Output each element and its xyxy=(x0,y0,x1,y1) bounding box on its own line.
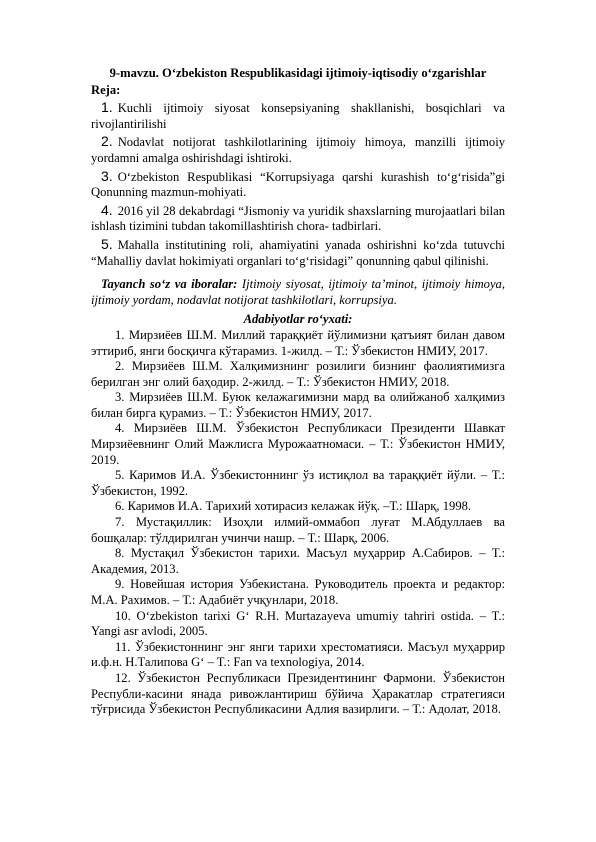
plan-item-text: Nodavlat notijorat tashkilotlarining ijtimoiy himoya, manzilli ijtimoiy yordamni amalga oshirishdagi ishtiroki. xyxy=(91,135,505,165)
plan-item xyxy=(91,169,505,201)
reference-item: 11. Ўзбекистоннинг энг янги тарихи хрестоматияси. Масъул муҳаррир и.ф.н. Н.Талипова G‘ – T.: Fan va texnologiya, 2014. xyxy=(91,639,505,670)
references-heading: Adabiyotlar ro‘yxati: xyxy=(243,312,353,327)
reference-item: 2. Мирзиёев Ш.М. Халқимизнинг розилиги бизнинг фаолиятимизга берилган энг олий баҳодир. 2-жилд. – Т.: Ўзбекистон НМИУ, 2018. xyxy=(91,359,505,389)
reference-item: 1. Мирзиёев Ш.М. Миллий тараққиёт йўлимизни қатъият билан давом эттириб, янги босқичга кўтарамиз. 1-жилд. – Т.: Ўзбекистон НМИУ, 2017. xyxy=(91,327,505,358)
plan-item-number: 5. xyxy=(101,235,113,252)
plan-item xyxy=(91,100,505,132)
plan-item xyxy=(91,134,505,166)
plan-item xyxy=(91,203,505,235)
plan-item-number: 4. xyxy=(101,201,113,218)
keywords-label: Tayanch so‘z va iboralar: xyxy=(101,277,238,292)
page-title: 9-mavzu. O‘zbekiston Respublikasidagi ijtimoiy-iqtisodiy o‘zgarishlar xyxy=(109,66,487,80)
reference-item: 3. Мирзиёев Ш.М. Буюк келажагимизни мард ва олийжаноб халқимиз билан бирга қурамиз. – Т.: Ўзбекистон НМИУ, 2017. xyxy=(91,390,505,420)
plan-item-text: Mahalla institutining roli, ahamiyatini yanada oshirishni ko‘zda tutuvchi “Mahalliy davlat hokimiyati organlari to‘g‘risidagi” qonunning qabul qilinishi. xyxy=(91,237,505,268)
plan-item xyxy=(91,237,505,269)
plan-item-number: 3. xyxy=(101,167,113,184)
plan-item-number: 1. xyxy=(101,99,113,116)
keywords-paragraph xyxy=(91,277,505,308)
reference-item: 4. Мирзиёев Ш.М. Ўзбекистон Республикаси Президенти Шавкат Мирзиёевнинг Олий Мажлисга Мурожаатномаси. – Т.: Ўзбекистон НМИУ, 2019. xyxy=(91,421,505,467)
plan-item-number: 2. xyxy=(101,133,113,150)
keywords-text: Ijtimoiy siyosat, ijtimoiy ta’minot, ijtimoiy himoya, ijtimoiy yordam, nodavlat notijorat tashkilotlari, korrupsiya. xyxy=(91,277,506,307)
references-list xyxy=(91,328,505,718)
plan-item-text: O‘zbekiston Respublikasi “Korrupsiyaga qarshi kurashish to‘g‘risida”gi Qonunning mazmun-mohiyati. xyxy=(91,169,505,200)
plan-item-text: 2016 yil 28 dekabrdagi “Jismoniy va yuridik shaxslarning murojaatlari bilan ishlash tizimini tubdan takomillashtirish chora- tadbirlari. xyxy=(91,203,505,234)
reference-item: 7. Мустақиллик: Изоҳли илмий-оммабоп луғат М.Абдуллаев ва бошқалар: тўлдирилган учинчи нашр. – Т.: Шарқ, 2006. xyxy=(91,515,505,545)
reference-item: 9. Новейшая история Узбекистана. Руководитель проекта и редактор: М.А. Рахимов. – Т.: Адабиёт учқунлари, 2018. xyxy=(91,577,505,607)
plan-list xyxy=(91,100,505,269)
reference-item: 5. Каримов И.А. Ўзбекистоннинг ўз истиқлол ва тараққиёт йўли. – Т.: Ўзбекистон, 1992. xyxy=(91,468,505,498)
reference-item: 10. O‘zbekiston tarixi G‘ R.H. Murtazayeva umumiy tahriri ostida. – T.: Yangi asr avlodi, 2005. xyxy=(91,608,505,639)
document-page xyxy=(91,66,505,718)
plan-heading: Reja: xyxy=(91,82,121,97)
reference-item: 6. Каримов И.А. Тарихий хотирасиз келажак йўқ. –Т.: Шарқ, 1998. xyxy=(115,499,472,514)
reference-item: 8. Мустақил Ўзбекистон тарихи. Масъул муҳаррир А.Сабиров. – Т.: Академия, 2013. xyxy=(91,546,505,576)
reference-item: 12. Ўзбекистон Республикаси Президентининг Фармони. Ўзбекистон Республи-касини янада ривожлантириш бўйича Ҳаракатлар стратегияси тўғрисида Ўзбекистон Республикасини Адлия вазирлиги. – Т.: Адолат, 2018. xyxy=(91,670,505,717)
plan-item-text: Kuchli ijtimoiy siyosat konsepsiyaning shakllanishi, bosqichlari va rivojlantirilishi xyxy=(91,101,505,131)
